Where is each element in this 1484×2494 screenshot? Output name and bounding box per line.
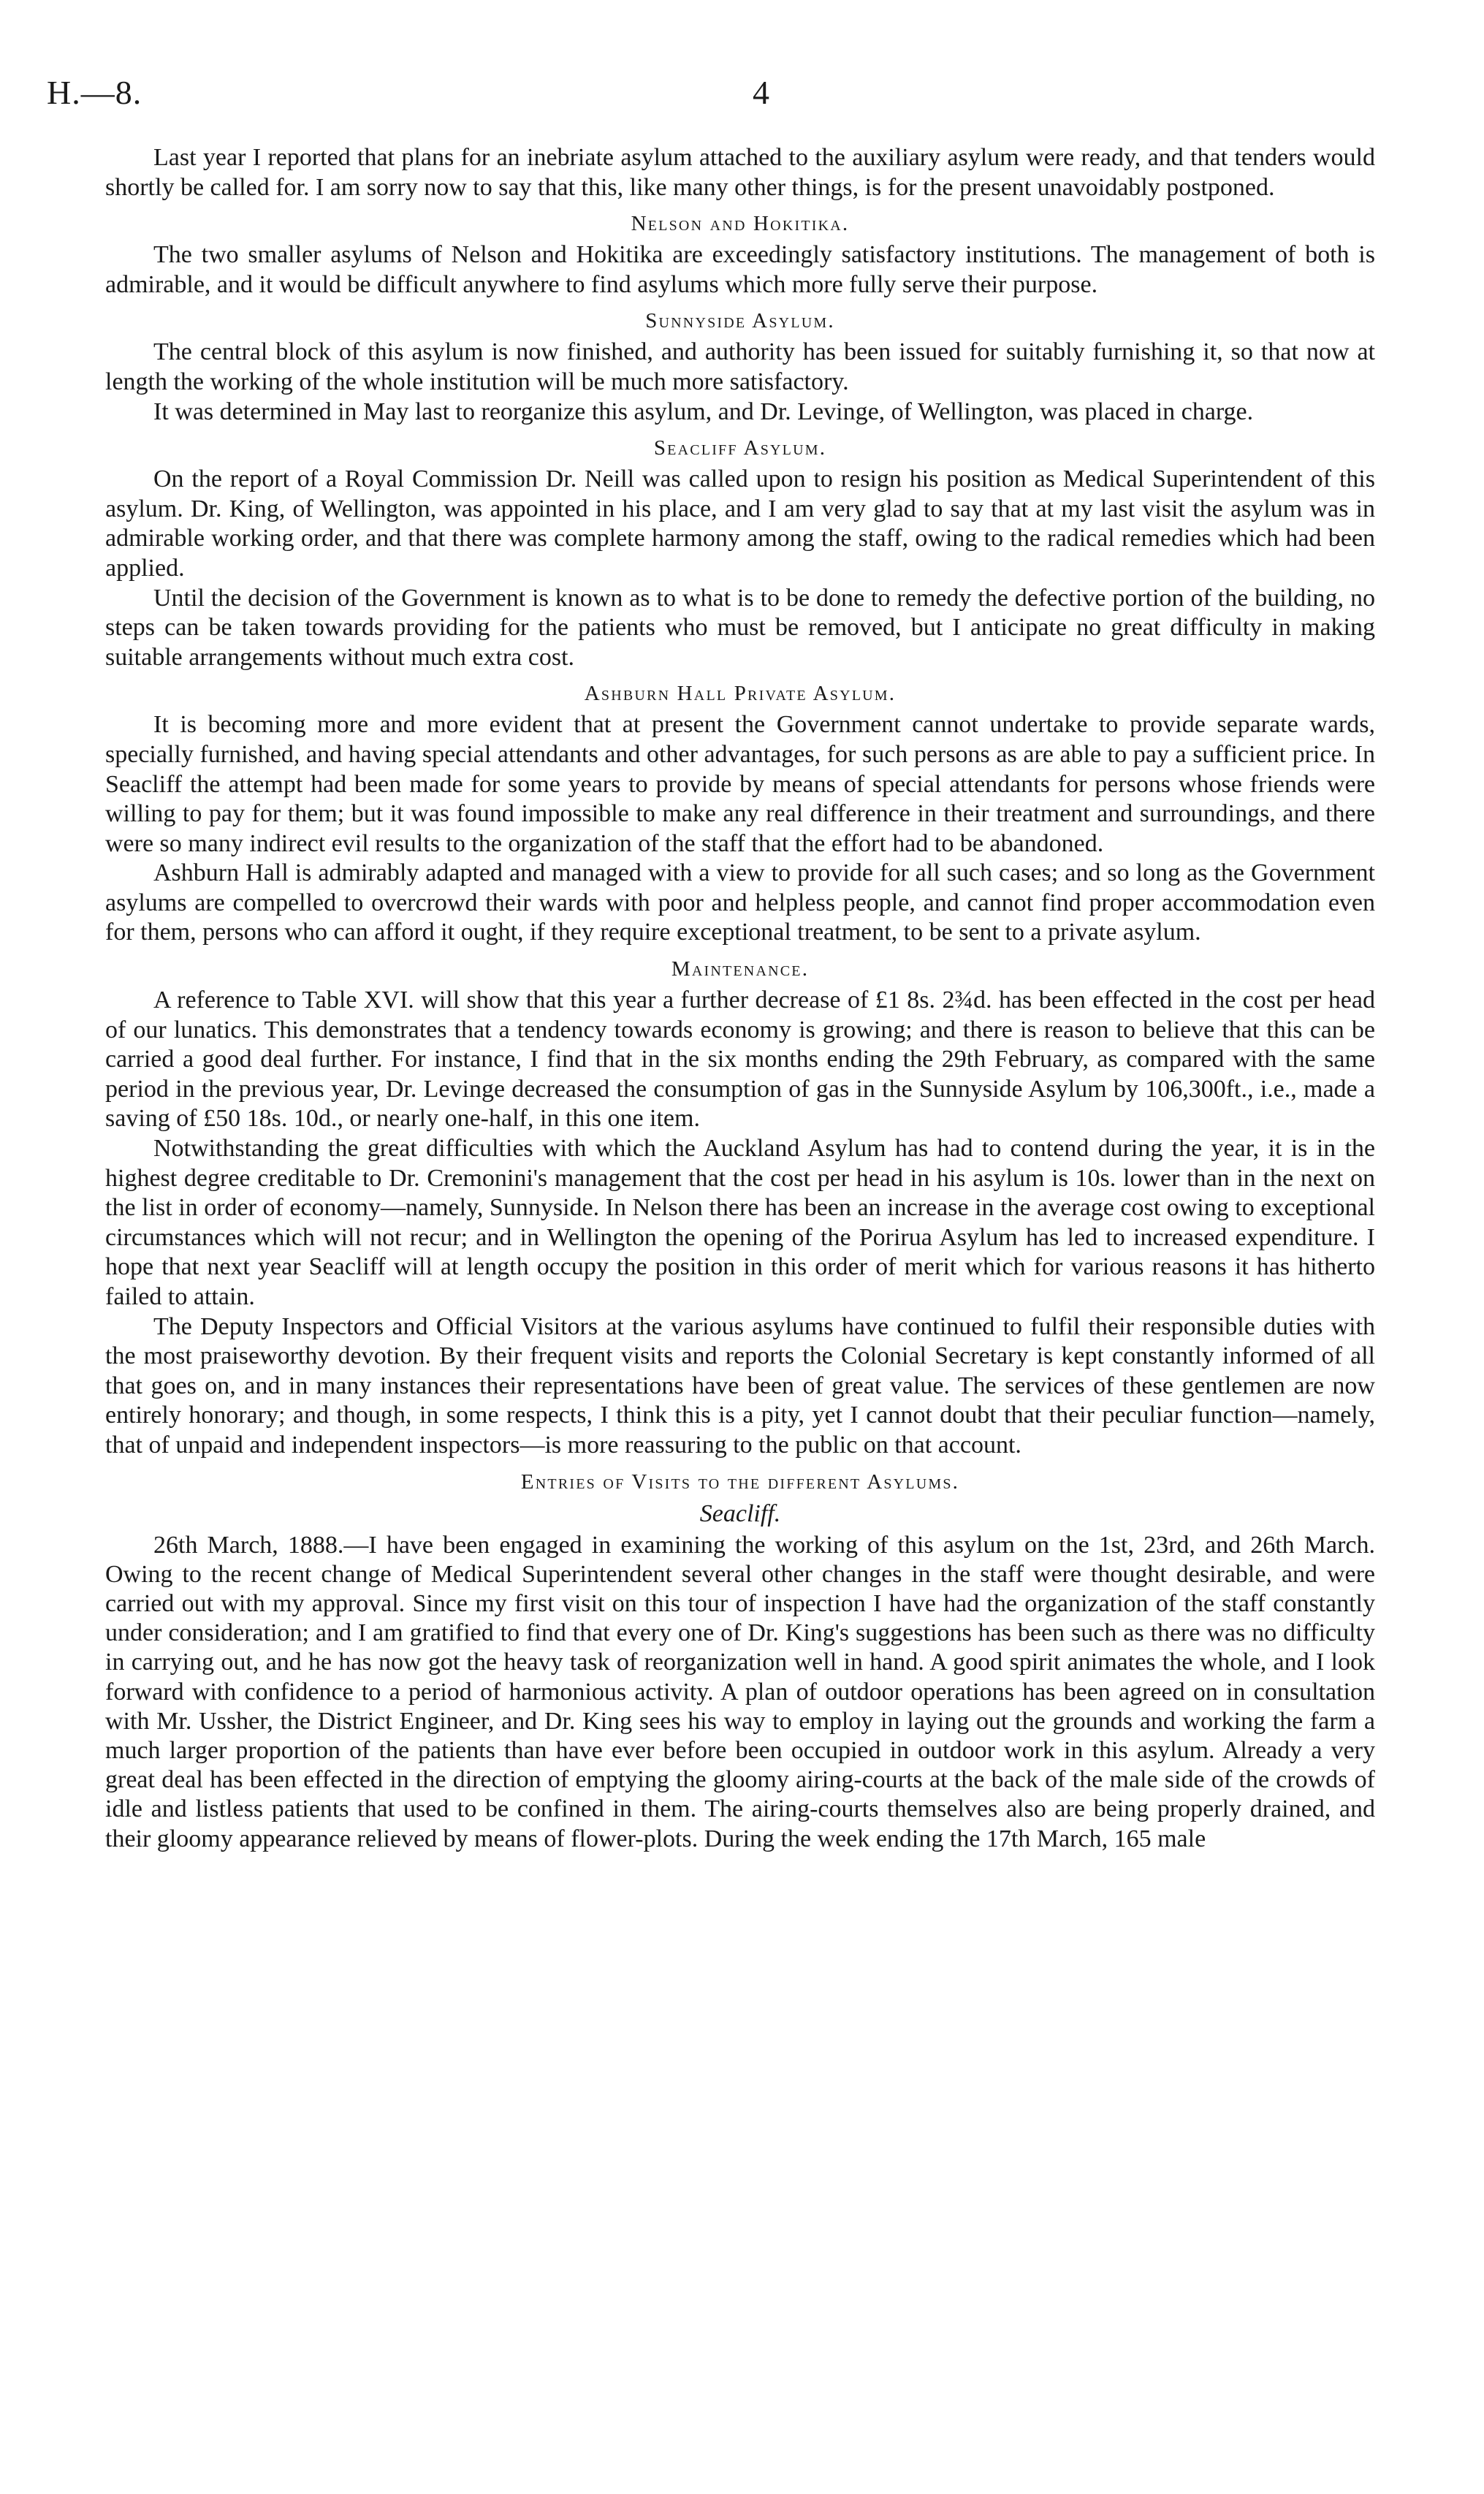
- paragraph: The central block of this asylum is now finished, and authority has been issued for suitably furnishing it, so that now at length the working of the whole institution will be much more satisfactory.: [105, 338, 1375, 395]
- section-heading-seacliff: Seacliff Asylum.: [653, 436, 827, 460]
- paragraph: 26th March, 1888.—I have been engaged in examining the working of this asylum on the 1st, 23rd, and 26th March. Owing to the recent change of Medical Superintendent several other changes in the staff were thought desirable, and were carried out with my approval. Since my first visit on this tour of inspection I have had the organization of the staff constantly under consideration; and I am gratified to find that every one of Dr. King's suggestions has been such as there was no difficulty in carrying out, and he has now got the heavy task of reorganization well in hand. A good spirit animates the whole, and I look forward with confidence to a period of harmonious activity. A plan of outdoor operations has been agreed on in consultation with Mr. Ussher, the District Engineer, and Dr. King sees his way to employ in laying out the grounds and working the farm a much larger proportion of the patients than have ever before been occupied in outdoor work in this asylum. Already a very great deal has been effected in the direction of emptying the gloomy airing-courts at the back of the male side of the crowds of idle and listless patients that used to be confined in them. The airing-courts themselves also are being properly drained, and their gloomy appearance relieved by means of flower-plots. During the week ending the 17th March, 165 male: [105, 1531, 1375, 1852]
- subheading-seacliff: Seacliff.: [699, 1499, 781, 1527]
- section-heading-sunnyside: Sunnyside Asylum.: [645, 309, 835, 333]
- paragraph: Ashburn Hall is admirably adapted and managed with a view to provide for all such cases; and so long as the Government asylums are compelled to overcrowd their wards with poor and helpless people, and cannot find proper accommodation even for them, persons who can afford it ought, if they require exceptional treatment, to be sent to a private asylum.: [105, 859, 1375, 946]
- paragraph: Until the decision of the Government is known as to what is to be done to remedy the defective portion of the building, no steps can be taken towards providing for the patients who must be removed, but I anticipate no great difficulty in making suitable arrangements without much extra cost.: [105, 584, 1375, 671]
- paragraph: The Deputy Inspectors and Official Visitors at the various asylums have continued to fulfil their responsible duties with the most praiseworthy devotion. By their frequent visits and reports the Colonial Secretary is kept constantly informed of all that goes on, and in many instances their representations have been of great value. The services of these gentlemen are now entirely honorary; and though, in some respects, I think this is a pity, yet I cannot doubt that their peculiar function—namely, that of unpaid and independent inspectors—is more reassuring to the public on that account.: [105, 1312, 1375, 1459]
- paragraph: It was determined in May last to reorganize this asylum, and Dr. Levinge, of Wellington, was placed in charge.: [153, 398, 1254, 425]
- paragraph: It is becoming more and more evident that at present the Government cannot undertake to provide separate wards, specially furnished, and having special attendants and other advantages, for such persons as are able to pay a sufficient price. In Seacliff the attempt had been made for some years to provide by means of special attendants for persons whose friends were willing to pay for them; but it was found impossible to make any real difference in their treatment and surroundings, and there were so many indirect evil results to the organization of the staff that the effort had to be abandoned.: [105, 711, 1375, 857]
- document-body: [105, 143, 1375, 1854]
- paragraph: The two smaller asylums of Nelson and Hokitika are exceedingly satisfactory institutions. The management of both is admirable, and it would be difficult anywhere to find asylums which more fully serve their purpose.: [105, 241, 1375, 298]
- section-heading-ashburn-hall: Ashburn Hall Private Asylum.: [584, 682, 897, 706]
- paragraph: Notwithstanding the great difficulties with which the Auckland Asylum has had to contend during the year, it is in the highest degree creditable to Dr. Cremonini's management that the cost per head in his asylum is 10s. lower than in the next on the list in order of economy—namely, Sunnyside. In Nelson there has been an increase in the average cost owing to exceptional circumstances which will not recur; and in Wellington the opening of the Porirua Asylum has led to increased expenditure. I hope that next year Seacliff will at length occupy the position in this order of merit which for various reasons it has hitherto failed to attain.: [105, 1135, 1375, 1310]
- section-heading-nelson-hokitika: Nelson and Hokitika.: [631, 212, 850, 236]
- paragraph: On the report of a Royal Commission Dr. Neill was called upon to resign his position as Medical Superintendent of this asylum. Dr. King, of Wellington, was appointed in his place, and I am very glad to say that at my last visit the asylum was in admirable working order, and that there was complete harmony among the staff, owing to the radical remedies which had been applied.: [105, 465, 1375, 582]
- paragraph: A reference to Table XVI. will show that this year a further decrease of £1 8s. 2¾d. has been effected in the cost per head of our lunatics. This demonstrates that a tendency towards economy is growing; and there is reason to believe that this can be carried a good deal further. For instance, I find that in the six months ending the 29th February, as compared with the same period in the previous year, Dr. Levinge decreased the consumption of gas in the Sunnyside Asylum by 106,300ft., i.e., made a saving of £50 18s. 10d., or nearly one-half, in this one item.: [105, 986, 1375, 1133]
- page-number: 4: [753, 74, 769, 111]
- document-id: H.—8.: [47, 74, 142, 111]
- section-heading-maintenance: Maintenance.: [671, 957, 810, 981]
- page-header: [47, 73, 1435, 117]
- paragraph: Last year I reported that plans for an inebriate asylum attached to the auxiliary asylum were ready, and that tenders would shortly be called for. I am sorry now to say that this, like many other things, is for the present unavoidably postponed.: [105, 144, 1375, 201]
- section-heading-entries-of-visits: Entries of Visits to the different Asylums.: [520, 1470, 960, 1494]
